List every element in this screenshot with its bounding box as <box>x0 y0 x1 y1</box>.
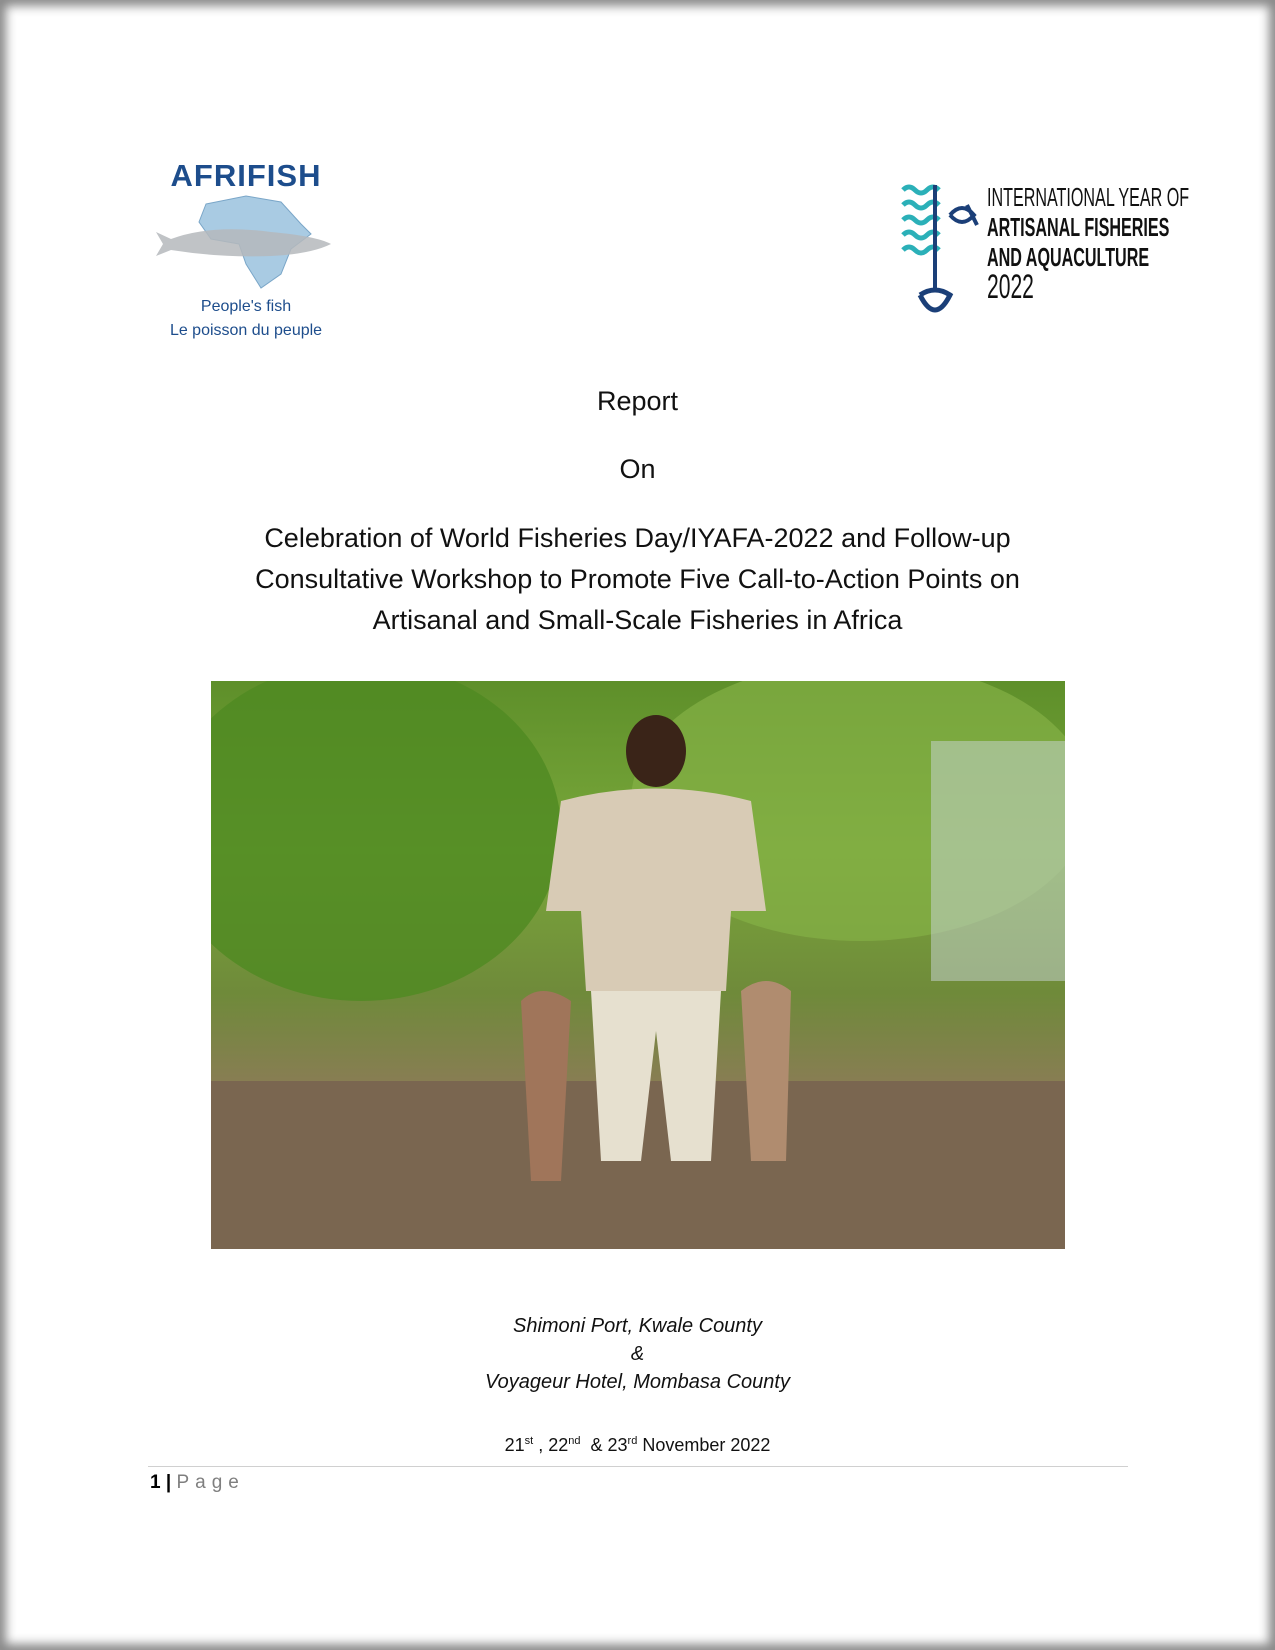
report-label: Report <box>596 386 679 416</box>
location-line1: Shimoni Port, Kwale County <box>512 1315 762 1337</box>
fisherman-photo-icon <box>211 681 1065 1249</box>
location-line2: Voyageur Hotel, Mombasa County <box>485 1371 790 1393</box>
page-footer <box>150 1472 245 1494</box>
event-dates <box>0 1435 1275 1456</box>
iyafa-line3: AND AQUACULTURE <box>987 242 1150 272</box>
page-number: 1 <box>150 1472 161 1493</box>
date-month-year: November 2022 <box>637 1435 771 1455</box>
iyafa-logo <box>895 180 1190 330</box>
afrifish-tagline-en: People's fish <box>200 298 292 315</box>
iyafa-line1: INTERNATIONAL YEAR OF <box>987 182 1190 212</box>
date-day: 22 <box>548 1435 569 1455</box>
date-suffix: rd <box>627 1435 638 1447</box>
cover-photo <box>211 681 1065 1249</box>
location <box>0 1312 1275 1396</box>
date-day: 21 <box>504 1435 525 1455</box>
title-line: Celebration of World Fisheries Day/IYAFA-2022 and Follow-up <box>264 523 1011 553</box>
date-sep: & <box>580 1435 608 1455</box>
iyafa-emblem-icon <box>895 180 985 330</box>
date-sep: , <box>533 1435 549 1455</box>
iyafa-line2: ARTISANAL FISHERIES <box>987 212 1170 242</box>
africa-fish-icon <box>151 194 341 290</box>
location-ampersand: & <box>630 1343 645 1365</box>
date-suffix: nd <box>568 1435 581 1447</box>
on-label: On <box>619 454 656 484</box>
footer-divider <box>148 1466 1128 1467</box>
date-suffix: st <box>524 1435 534 1447</box>
afrifish-tagline-fr: Le poisson du peuple <box>169 322 323 339</box>
footer-separator: | <box>160 1472 177 1493</box>
afrifish-logo <box>148 158 344 348</box>
report-title <box>0 518 1275 641</box>
title-line: Consultative Workshop to Promote Five Call-to-Action Points on <box>255 564 1020 594</box>
page-label: Page <box>176 1472 245 1493</box>
date-day: 23 <box>607 1435 628 1455</box>
afrifish-title: AFRIFISH <box>170 158 322 193</box>
title-line: Artisanal and Small-Scale Fisheries in Africa <box>372 605 903 635</box>
iyafa-year: 2022 <box>987 268 1034 306</box>
